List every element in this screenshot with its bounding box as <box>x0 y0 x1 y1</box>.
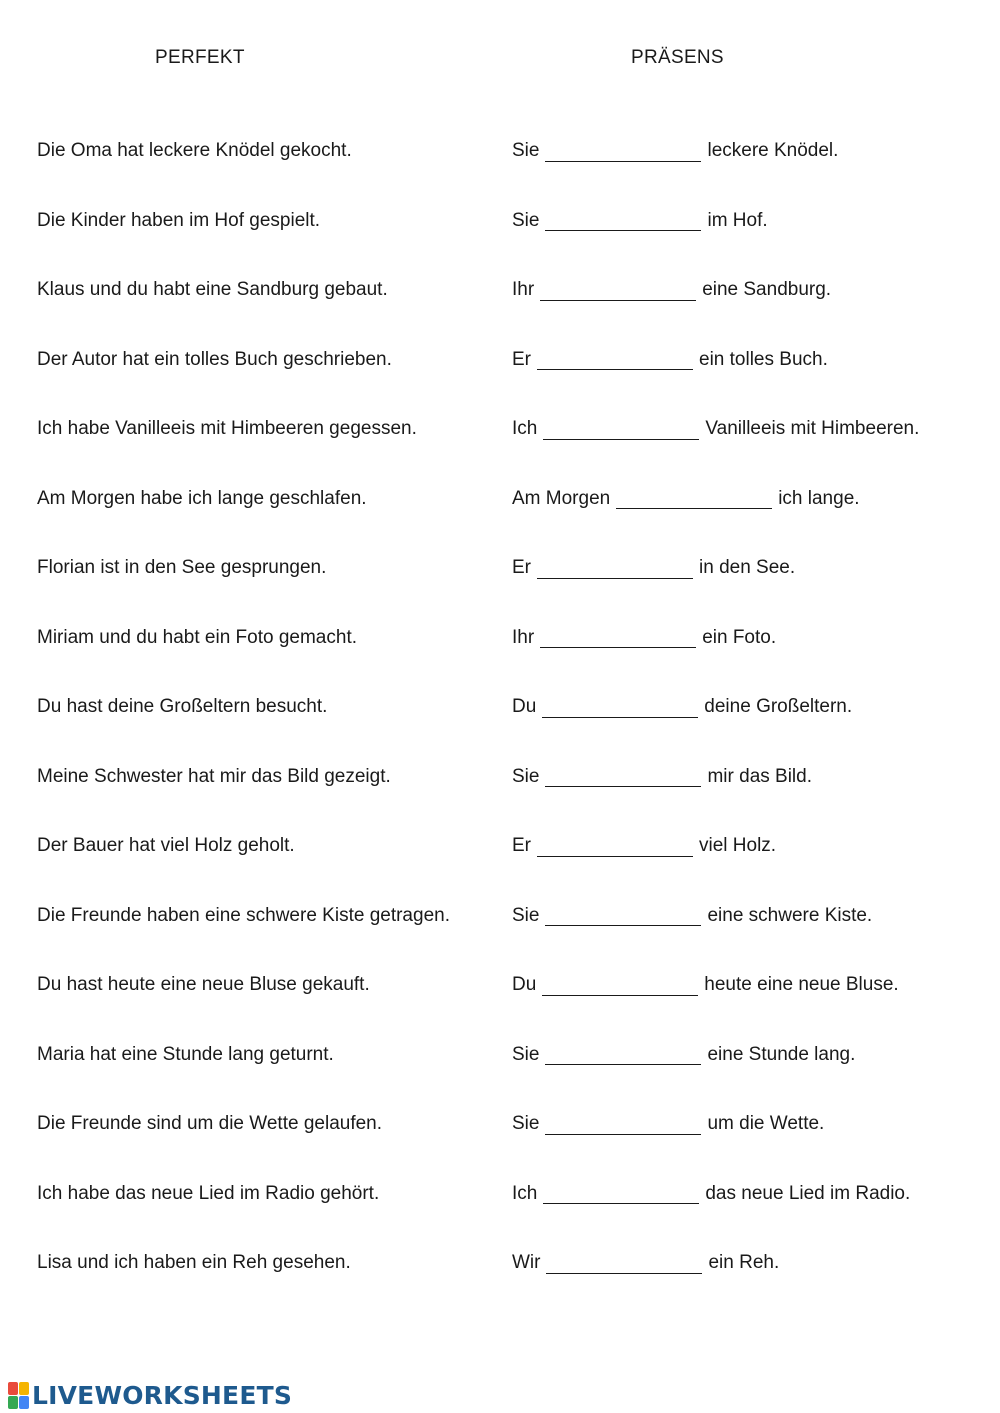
praesens-subject: Er <box>512 348 531 370</box>
praesens-subject: Sie <box>512 209 540 231</box>
praesens-sentence <box>512 488 860 510</box>
answer-blank-input[interactable] <box>616 488 772 509</box>
exercise-row <box>0 488 1000 558</box>
exercise-row <box>0 557 1000 627</box>
liveworksheets-logo <box>8 1380 292 1410</box>
perfekt-sentence: Ich habe Vanilleeis mit Himbeeren gegessen. <box>37 418 417 439</box>
praesens-sentence <box>512 279 831 301</box>
exercise-row <box>0 1113 1000 1183</box>
praesens-sentence <box>512 140 838 162</box>
praesens-sentence <box>512 210 768 232</box>
praesens-subject: Du <box>512 974 537 995</box>
praesens-rest: leckere Knödel. <box>707 140 839 161</box>
perfekt-sentence: Klaus und du habt eine Sandburg gebaut. <box>37 279 388 300</box>
praesens-subject: Ich <box>512 418 538 439</box>
praesens-sentence <box>512 835 776 857</box>
answer-blank-input[interactable] <box>545 766 701 787</box>
answer-blank-input[interactable] <box>543 419 699 440</box>
praesens-rest: eine Stunde lang. <box>707 1043 856 1065</box>
praesens-sentence <box>512 1113 824 1135</box>
praesens-sentence <box>512 905 872 927</box>
perfekt-sentence: Maria hat eine Stunde lang geturnt. <box>37 1043 334 1065</box>
praesens-rest: um die Wette. <box>707 1113 825 1134</box>
perfekt-sentence: Florian ist in den See gesprungen. <box>37 557 327 578</box>
answer-blank-input[interactable] <box>540 280 696 301</box>
praesens-rest: das neue Lied im Radio. <box>705 1182 911 1204</box>
liveworksheets-logo-icon <box>8 1382 29 1409</box>
praesens-subject: Sie <box>512 765 540 787</box>
praesens-sentence <box>512 349 828 371</box>
perfekt-sentence: Die Freunde sind um die Wette gelaufen. <box>37 1113 383 1134</box>
column-header-perfekt: PERFEKT <box>155 47 245 68</box>
answer-blank-input[interactable] <box>545 905 701 926</box>
answer-blank-input[interactable] <box>546 1253 702 1274</box>
answer-blank-input[interactable] <box>543 1183 699 1204</box>
answer-blank-input[interactable] <box>540 627 696 648</box>
praesens-subject: Ihr <box>512 626 535 648</box>
praesens-subject: Wir <box>512 1252 541 1273</box>
praesens-rest: eine schwere Kiste. <box>707 904 873 926</box>
perfekt-sentence: Ich habe das neue Lied im Radio gehört. <box>37 1182 380 1204</box>
exercise-row <box>0 418 1000 488</box>
answer-blank-input[interactable] <box>537 836 693 857</box>
praesens-rest: ich lange. <box>778 487 860 509</box>
perfekt-sentence: Die Kinder haben im Hof gespielt. <box>37 209 321 231</box>
praesens-sentence <box>512 766 812 788</box>
answer-blank-input[interactable] <box>542 697 698 718</box>
answer-blank-input[interactable] <box>545 1114 701 1135</box>
praesens-sentence <box>512 557 795 579</box>
perfekt-sentence: Der Bauer hat viel Holz geholt. <box>37 835 295 856</box>
answer-blank-input[interactable] <box>537 558 693 579</box>
exercise-row <box>0 349 1000 419</box>
praesens-subject: Sie <box>512 1043 540 1065</box>
praesens-rest: ein Foto. <box>702 626 777 648</box>
answer-blank-input[interactable] <box>542 975 698 996</box>
answer-blank-input[interactable] <box>545 1044 701 1065</box>
praesens-rest: mir das Bild. <box>707 765 812 787</box>
exercise-row <box>0 766 1000 836</box>
praesens-rest: Vanilleeis mit Himbeeren. <box>705 418 920 439</box>
praesens-sentence <box>512 1044 855 1066</box>
perfekt-sentence: Miriam und du habt ein Foto gemacht. <box>37 626 358 648</box>
praesens-sentence <box>512 696 852 718</box>
praesens-sentence <box>512 418 919 440</box>
exercise-row <box>0 696 1000 766</box>
praesens-subject: Sie <box>512 904 540 926</box>
perfekt-sentence: Am Morgen habe ich lange geschlafen. <box>37 487 367 509</box>
praesens-rest: eine Sandburg. <box>702 279 832 300</box>
perfekt-sentence: Meine Schwester hat mir das Bild gezeigt. <box>37 765 391 787</box>
exercise-row <box>0 627 1000 697</box>
perfekt-sentence: Du hast heute eine neue Bluse gekauft. <box>37 974 370 995</box>
praesens-rest: ein tolles Buch. <box>699 348 828 370</box>
exercise-row <box>0 279 1000 349</box>
answer-blank-input[interactable] <box>545 141 701 162</box>
exercise-row <box>0 905 1000 975</box>
praesens-rest: heute eine neue Bluse. <box>704 974 899 995</box>
logo-text: LIVEWORKSHEETS <box>32 1380 293 1410</box>
praesens-subject: Du <box>512 696 537 717</box>
praesens-subject: Er <box>512 557 531 578</box>
answer-blank-input[interactable] <box>537 349 693 370</box>
exercise-list <box>0 140 1000 1322</box>
perfekt-sentence: Lisa und ich haben ein Reh gesehen. <box>37 1252 351 1273</box>
exercise-row <box>0 835 1000 905</box>
answer-blank-input[interactable] <box>545 210 701 231</box>
praesens-rest: deine Großeltern. <box>704 696 853 717</box>
praesens-sentence <box>512 974 899 996</box>
perfekt-sentence: Die Freunde haben eine schwere Kiste getragen. <box>37 904 450 926</box>
praesens-subject: Am Morgen <box>512 487 611 509</box>
exercise-row <box>0 210 1000 280</box>
praesens-rest: ein Reh. <box>708 1252 780 1273</box>
perfekt-sentence: Der Autor hat ein tolles Buch geschrieben. <box>37 348 392 370</box>
exercise-row <box>0 1252 1000 1322</box>
perfekt-sentence: Die Oma hat leckere Knödel gekocht. <box>37 140 352 161</box>
praesens-subject: Sie <box>512 1113 540 1134</box>
praesens-rest: viel Holz. <box>699 835 777 856</box>
praesens-sentence <box>512 1183 910 1205</box>
praesens-sentence <box>512 1252 779 1274</box>
column-header-praesens: PRÄSENS <box>631 47 724 68</box>
exercise-row <box>0 1183 1000 1253</box>
praesens-subject: Ich <box>512 1182 538 1204</box>
praesens-sentence <box>512 627 776 649</box>
praesens-subject: Ihr <box>512 279 535 300</box>
exercise-row <box>0 974 1000 1044</box>
perfekt-sentence: Du hast deine Großeltern besucht. <box>37 696 328 717</box>
praesens-rest: in den See. <box>699 557 796 578</box>
exercise-row <box>0 140 1000 210</box>
praesens-subject: Sie <box>512 140 540 161</box>
praesens-rest: im Hof. <box>707 209 768 231</box>
praesens-subject: Er <box>512 835 531 856</box>
exercise-row <box>0 1044 1000 1114</box>
